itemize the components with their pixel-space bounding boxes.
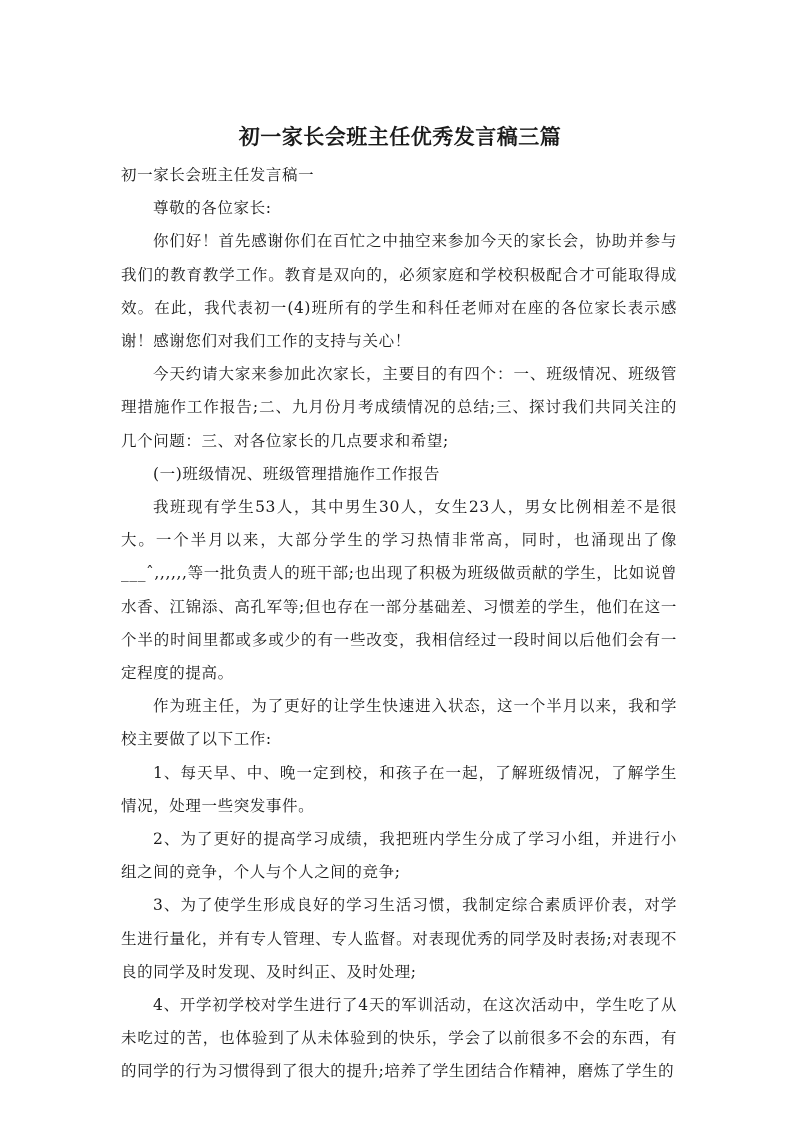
document-title: 初一家长会班主任优秀发言稿三篇 [238,125,562,149]
list-item: 1、每天早、中、晚一定到校，和孩子在一起，了解班级情况，了解学生情况，处理一些突发事件。 [121,763,677,815]
paragraph: 今天约请大家来参加此次家长，主要目的有四个：一、班级情况、班级管理措施作工作报告;二、九月份月考成绩情况的总结;三、探讨我们共同关注的几个问题：三、对各位家长的几点要求和希望; [121,365,677,450]
subsection-heading: (一)班级情况、班级管理措施作工作报告 [153,464,440,483]
list-item: 2、为了更好的提高学习成绩，我把班内学生分成了学习小组，并进行小组之间的竞争，个人与个人之间的竞争; [121,830,677,882]
paragraph: 我班现有学生53人，其中男生30人，女生23人，男女比例相差不是很大。一个半月以来，大部分学生的学习热情非常高，同时，也涌现出了像___ˆ,,,,,,等一批负责人的班干部;也出现了积极为班级做贡献的学生，比如说曾水香、江锦添、高孔军等;但也存在一部分基础差、习惯差的学生，他们在这一个半的时间里都或多或少的有一些改变，我相信经过一段时间以后他们会有一定程度的提高。 [121,498,677,683]
paragraph: 你们好！首先感谢你们在百忙之中抽空来参加今天的家长会，协助并参与我们的教育教学工作。教育是双向的，必须家庭和学校积极配合才可能取得成效。在此，我代表初一(4)班所有的学生和科任老师对在座的各位家长表示感谢！感谢您们对我们工作的支持与关心！ [121,232,677,351]
salutation: 尊敬的各位家长: [153,199,272,218]
list-item: 4、开学初学校对学生进行了4天的军训活动，在这次活动中，学生吃了从未吃过的苦，也体验到了从未体验到的快乐，学会了以前很多不会的东西，有的同学的行为习惯得到了很大的提升;培养了学生团结合作精神，磨炼了学生的 [121,996,677,1081]
list-item: 3、为了使学生形成良好的学习生活习惯，我制定综合素质评价表，对学生进行量化，并有专人管理、专人监督。对表现优秀的同学及时表扬;对表现不良的同学及时发现、及时纠正、及时处理; [121,896,677,981]
paragraph: 作为班主任，为了更好的让学生快速进入状态，这一个半月以来，我和学校主要做了以下工作: [121,697,677,749]
document-body [121,159,677,1089]
section-heading: 初一家长会班主任发言稿一 [121,166,315,184]
